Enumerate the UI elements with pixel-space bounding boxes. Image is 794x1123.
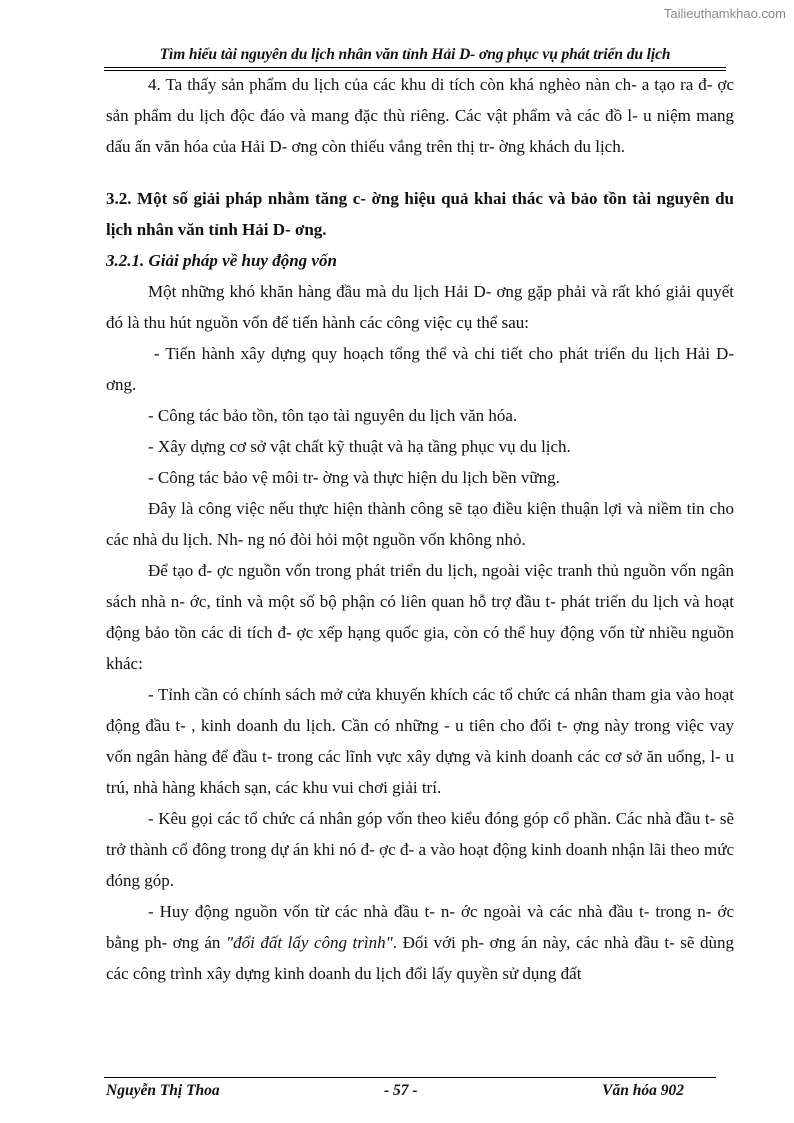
paragraph-7-quote: "đổi đất lấy công trình" — [225, 933, 393, 952]
bullet-3: - Xây dựng cơ sở vật chất kỹ thuật và hạ tầng phục vụ du lịch. — [148, 437, 571, 456]
section-title: 3.2. Một số giải pháp nhằm tăng c- ờng hiệu quả khai thác và bảo tồn tài nguyên du lịch nhân văn tỉnh Hải D- ơng. — [106, 189, 734, 239]
paragraph-3: Đây là công việc nếu thực hiện thành công sẽ tạo điều kiện thuận lợi và niềm tin cho các nhà du lịch. Nh- ng nó đòi hỏi một nguồn vốn không nhỏ. — [106, 499, 734, 549]
paragraph-6: - Kêu gọi các tổ chức cá nhân góp vốn theo kiểu đóng góp cổ phần. Các nhà đầu t- sẽ trở thành cổ đông trong dự án khi nó đ- ợc đ- a vào hoạt động kinh doanh nhận lãi theo mức đóng góp. — [106, 809, 734, 890]
paragraph-7-start: - Huy động nguồn vốn từ các nhà đầu t- n- ớc ngoài và các nhà đầu t- trong n- ớc bằng ph- ơng án — [106, 902, 734, 952]
paragraph-7-end: . Đối với ph- ơng án này, các nhà đầu t- sẽ dùng các công trình xây dựng kinh doanh du lịch đổi lấy quyền sử dụng đất — [106, 933, 734, 983]
page-header-title: Tìm hiểu tài nguyên du lịch nhân văn tỉnh Hải D- ơng phục vụ phát triển du lịch — [159, 46, 671, 63]
page-footer — [106, 1082, 706, 1104]
bullet-2: - Công tác bảo tồn, tôn tạo tài nguyên du lịch văn hóa. — [148, 406, 518, 425]
subsection-title: 3.2.1. Giải pháp về huy động vốn — [106, 251, 337, 270]
paragraph-5: - Tỉnh cần có chính sách mở cửa khuyến khích các tổ chức cá nhân tham gia vào hoạt động đầu t- , kinh doanh du lịch. Cần có những - u tiên cho đối t- ợng này trong việc vay vốn ngân hàng để đầu t- trong các lĩnh vực xây dựng và kinh doanh các cơ sở ăn uống, l- u trú, nhà hàng khách sạn, các khu vui chơi giải trí. — [106, 685, 734, 797]
footer-rule — [104, 1077, 716, 1078]
watermark: Tailieuthamkhao.com — [663, 6, 786, 21]
page-body — [106, 69, 734, 989]
header-rule — [104, 67, 726, 68]
footer-page-number: - 57 - — [384, 1082, 418, 1099]
bullet-4: - Công tác bảo vệ môi tr- ờng và thực hiện du lịch bền vững. — [148, 468, 560, 487]
paragraph-4: Để tạo đ- ợc nguồn vốn trong phát triển du lịch, ngoài việc tranh thủ nguồn vốn ngân sách nhà n- ớc, tỉnh và một số bộ phận có liên quan hỗ trợ đầu t- phát triển du lịch và hoạt động bảo tồn các di tích đ- ợc xếp hạng quốc gia, còn có thể huy động vốn từ nhiều nguồn khác: — [106, 561, 734, 673]
footer-author: Nguyễn Thị Thoa — [106, 1082, 220, 1099]
paragraph-7 — [106, 896, 734, 989]
bullet-1: - Tiến hành xây dựng quy hoạch tổng thể và chi tiết cho phát triển du lịch Hải D- ơng. — [106, 344, 734, 394]
paragraph-1: 4. Ta thấy sản phẩm du lịch của các khu di tích còn khá nghèo nàn ch- a tạo ra đ- ợc sản phẩm du lịch độc đáo và mang đặc thù riêng. Các vật phẩm và các đồ l- u niệm mang dấu ấn văn hóa của Hải D- ơng còn thiếu vắng trên thị tr- ờng khách du lịch. — [106, 75, 734, 156]
footer-class: Văn hóa 902 — [602, 1082, 684, 1099]
paragraph-2: Một những khó khăn hàng đầu mà du lịch Hải D- ơng gặp phải và rất khó giải quyết đó là thu hút nguồn vốn để tiến hành các công việc cụ thể sau: — [106, 282, 734, 332]
